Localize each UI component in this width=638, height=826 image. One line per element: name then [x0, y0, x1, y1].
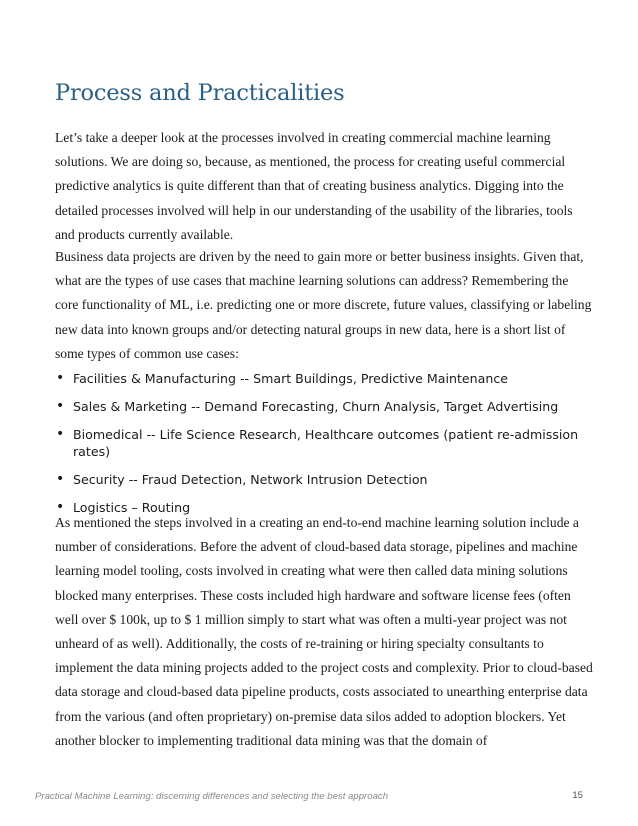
page-number: 15: [572, 790, 583, 801]
list-item-text: Sales & Marketing -- Demand Forecasting, Churn Analysis, Target Advertising: [73, 399, 559, 414]
list-item: [55, 471, 595, 488]
bullet-icon: •: [56, 471, 65, 487]
use-case-list: [55, 370, 595, 516]
list-item-text: Facilities & Manufacturing -- Smart Buildings, Predictive Maintenance: [73, 371, 509, 386]
bullet-icon: •: [56, 398, 65, 414]
list-item: [55, 370, 595, 387]
list-item: [55, 426, 595, 460]
list-item-text: Logistics – Routing: [73, 500, 191, 515]
list-item: [55, 398, 595, 415]
paragraph-intro: Let’s take a deeper look at the processes involved in creating commercial machine learning solutions. We are doing so, because, as mentioned, the process for creating useful commercial predictive analytics is quite different than that of creating business analytics. Digging into the detailed processes involved will help in our understanding of the usability of the libraries, tools and products currently available.: [55, 130, 573, 242]
footer-title: Practical Machine Learning: discerning differences and selecting the best approach: [35, 791, 389, 802]
paragraph-use-cases: Business data projects are driven by the need to gain more or better business insights. Given that, what are the types of use cases that machine learning solutions can address? Remembering the core functionality of ML, i.e. predicting one or more discrete, future values, classifying or labeling new data into known groups and/or detecting natural groups in new data, here is a short list of some types of common use cases:: [55, 249, 592, 361]
list-item-text: Security -- Fraud Detection, Network Intrusion Detection: [73, 472, 428, 487]
bullet-icon: •: [56, 499, 65, 515]
list-item-text: Biomedical -- Life Science Research, Healthcare outcomes (patient re-admission rates): [73, 427, 579, 459]
bullet-icon: •: [56, 426, 65, 442]
bullet-icon: •: [56, 370, 65, 386]
section-title: Process and Practicalities: [55, 80, 345, 106]
paragraph-considerations: As mentioned the steps involved in a creating an end-to-end machine learning solution include a number of considerations. Before the advent of cloud-based data storage, pipelines and machine learning model tooling, costs involved in creating what were then called data mining solutions blocked many enterprises. These costs included high hardware and software license fees (often well over $ 100k, up to $ 1 million simply to start what was often a multi-year project was not unheard of as well). Additionally, the costs of re-training or hiring specialty consultants to implement the data mining projects added to the project costs and complexity. Prior to cloud-based data storage and cloud-based data pipeline products, costs associated to unearthing enterprise data from the various (and often proprietary) on-premise data silos added to adoption blockers. Yet another blocker to implementing traditional data mining was that the domain of: [55, 515, 593, 748]
